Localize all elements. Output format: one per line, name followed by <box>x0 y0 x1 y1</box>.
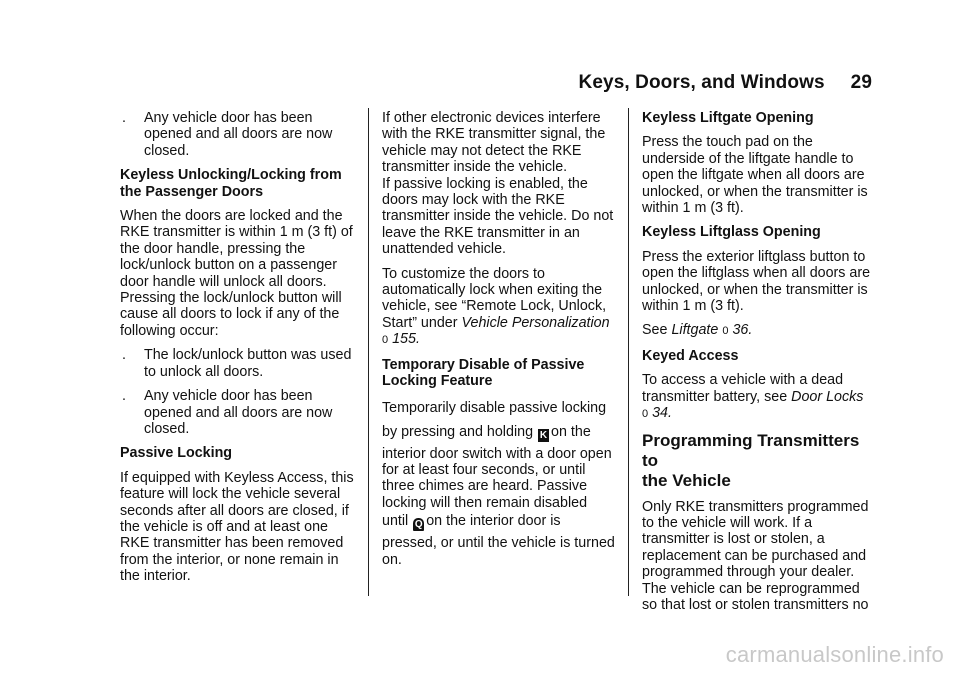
unlock-button-icon: Q <box>414 519 423 531</box>
paragraph-line: Temporarily disable passive locking <box>382 399 607 416</box>
paragraph-line <box>382 511 618 531</box>
paragraph: pressed, or until the vehicle is turned on. <box>382 535 615 568</box>
paragraph-text: To access a vehicle with a dead transmitter battery, see <box>642 372 844 405</box>
paragraph-text: until <box>382 513 409 530</box>
heading-keyless-liftglass: Keyless Liftglass Opening <box>642 224 821 241</box>
bullet-text: Any vehicle door has been opened and all doors are now closed. <box>144 110 333 159</box>
cross-reference-page[interactable]: 36 <box>732 322 749 339</box>
paragraph-text: on the <box>551 423 591 440</box>
period: . <box>668 405 672 422</box>
paragraph-see-liftgate <box>642 322 876 339</box>
paragraph-text: See <box>642 322 668 339</box>
heading-line: the Passenger Doors <box>120 183 264 200</box>
paragraph: If equipped with Keyless Access, this feature will lock the vehicle several seconds after all doors are closed, if the vehicle is off and at least one RKE transmitter has been removed from the interior, or none remain in the interior. <box>120 469 354 585</box>
cross-reference-page[interactable]: 155 <box>392 331 416 348</box>
paragraph: If other electronic devices interfere with the RKE transmitter signal, the vehicle may not detect the RKE transmitter inside the vehicle. <box>382 110 606 176</box>
page-reference-icon: 0 <box>642 408 649 421</box>
heading-line: Temporary Disable of Passive <box>382 356 585 373</box>
paragraph-text: by pressing and holding <box>382 423 534 440</box>
cross-reference-title[interactable]: Liftgate <box>671 322 719 339</box>
column-divider <box>628 108 629 596</box>
paragraph-line <box>382 422 618 442</box>
paragraph: If passive locking is enabled, the doors may lock with the RKE transmitter inside the vehicle. Do not leave the RKE transmitter in an unattended vehicle. <box>382 175 614 258</box>
paragraph: Only RKE transmitters programmed to the vehicle will work. If a transmitter is lost or stolen, a replacement can be purchased and programmed through your dealer. The vehicle can be reprogrammed so that lost or stolen transmitters no <box>642 498 869 613</box>
paragraph: When the doors are locked and the RKE transmitter is within 1 m (3 ft) of the door handle, pressing the lock/unlock button on a passenger door handle will unlock all doors. Pressing the lock/unlock button will cause all doors to lock if any of the following occur: <box>120 208 353 339</box>
paragraph: interior door switch with a door open for at least four seconds, or until three chimes are heard. Passive locking will then remain disabled <box>382 445 612 511</box>
list-item <box>120 347 358 380</box>
bullet-text: The lock/unlock button was used to unlock all doors. <box>144 347 352 380</box>
period: . <box>748 322 753 339</box>
column-divider <box>368 108 369 596</box>
heading-temporary-disable <box>382 357 618 390</box>
cross-reference-page[interactable]: 34 <box>652 405 669 422</box>
page-reference-icon: 0 <box>722 325 729 338</box>
cross-reference-title[interactable]: Door Locks <box>791 388 864 405</box>
section-title: Keys, Doors, and Windows <box>578 72 825 93</box>
heading-programming-transmitters <box>642 431 876 491</box>
bullet-text: Any vehicle door has been opened and all doors are now closed. <box>144 388 333 437</box>
column-3 <box>642 110 876 621</box>
paragraph: Press the exterior liftglass button to open the liftglass when all doors are unlocked, or when the transmitter is within 1 m (3 ft). <box>642 248 871 315</box>
heading-keyed-access: Keyed Access <box>642 347 739 364</box>
paragraph-keyed-access <box>642 372 876 422</box>
page-header <box>579 72 872 94</box>
list-item <box>120 110 358 159</box>
heading-line: Keyless Unlocking/Locking from <box>120 167 342 184</box>
heading-line: Programming Transmitters to <box>642 430 860 470</box>
heading-passive-locking: Passive Locking <box>120 445 233 462</box>
paragraph-text: To customize the doors to automatically lock when exiting the vehicle, see “Remote Lock, Unlock, Start” under <box>382 265 607 331</box>
heading-line: the Vehicle <box>642 470 731 490</box>
page-number: 29 <box>850 72 872 93</box>
lock-button-icon: K <box>539 429 548 441</box>
period: . <box>415 331 420 348</box>
bullet-mark: . <box>122 388 126 405</box>
list-item <box>120 388 358 437</box>
page-reference-icon: 0 <box>382 334 389 347</box>
paragraph-customize <box>382 266 618 349</box>
column-1 <box>120 110 358 593</box>
heading-keyless-liftgate: Keyless Liftgate Opening <box>642 110 814 126</box>
bullet-mark: . <box>122 110 126 126</box>
watermark: carmanualsonline.info <box>725 642 944 667</box>
cross-reference-title[interactable]: Vehicle Personalization <box>461 314 610 331</box>
paragraph: Press the touch pad on the underside of the liftgate handle to open the liftgate when all doors are unlocked, or when the transmitter is within 1 m (3 ft). <box>642 134 868 217</box>
bullet-mark: . <box>122 347 126 364</box>
heading-line: Locking Feature <box>382 373 493 390</box>
column-2 <box>382 110 618 576</box>
paragraph-text: on the interior door is <box>426 513 561 530</box>
heading-keyless-unlocking <box>120 167 358 200</box>
